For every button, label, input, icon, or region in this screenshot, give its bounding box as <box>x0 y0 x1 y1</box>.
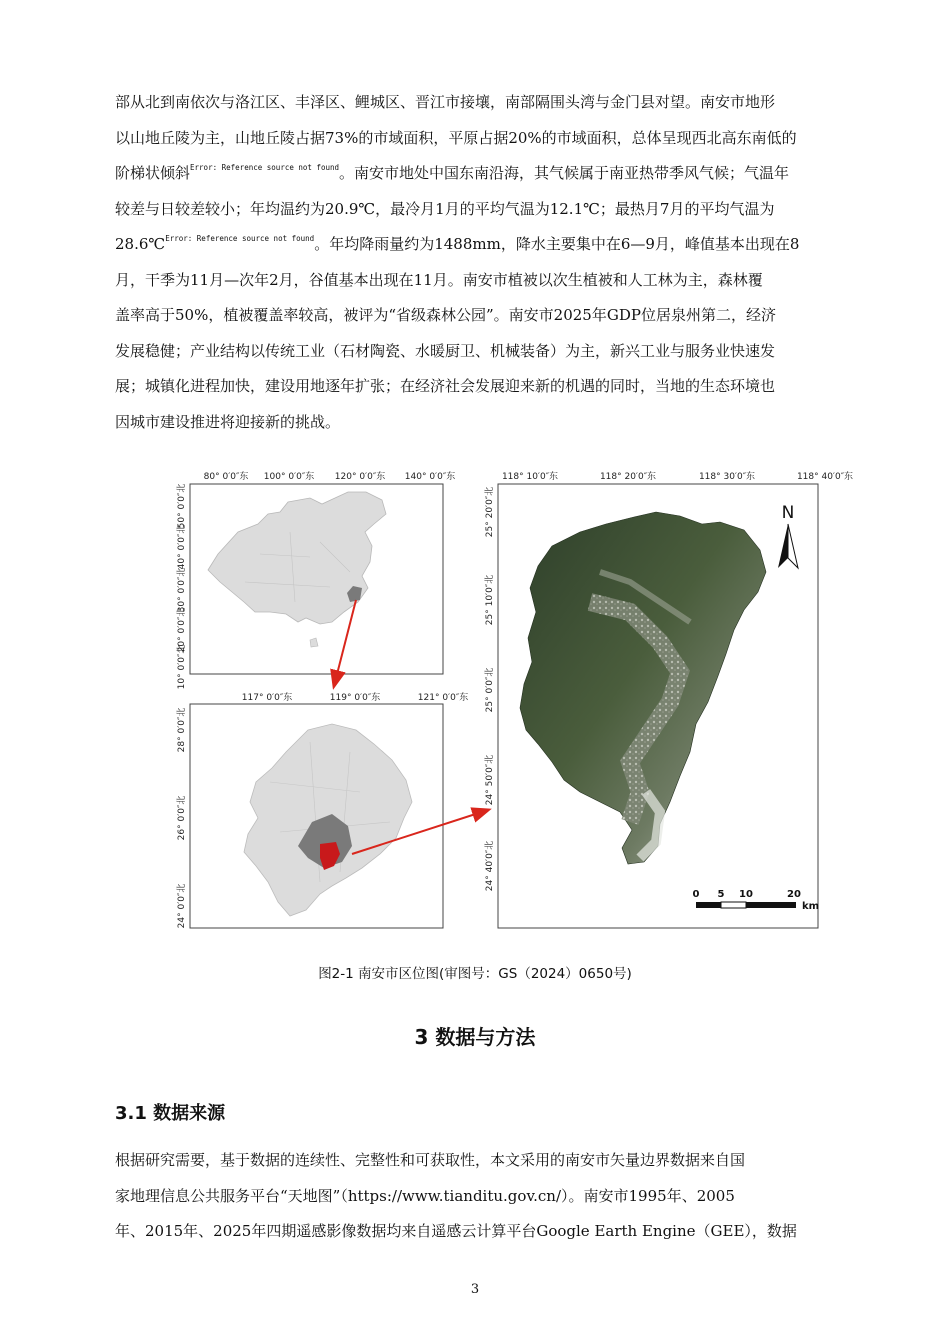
text-line: 较差与日较差较小；年均温约为20.9℃，最冷月1月的平均气温为12.1℃；最热月7月的平均气温为 <box>115 199 775 218</box>
location-map-composite <box>160 462 854 934</box>
nanan-x-ticks <box>502 470 853 482</box>
svg-text:26° 0′0″北: 26° 0′0″北 <box>177 795 187 841</box>
citation-error: Error: Reference source not found <box>165 234 315 243</box>
svg-text:140° 0′0″东: 140° 0′0″东 <box>404 472 456 482</box>
svg-text:118° 10′0″东: 118° 10′0″东 <box>501 472 559 482</box>
svg-text:40° 0′0″北: 40° 0′0″北 <box>177 524 187 570</box>
svg-text:20: 20 <box>787 889 801 900</box>
body-paragraph-2 <box>85 1143 860 1250</box>
section-heading: 3 数据与方法 <box>414 1025 536 1049</box>
text-line: 28.6℃$^{Error: Reference source not found}$。年均降雨量约为1488mm，降水主要集中在6—9月，峰值基本出现在8 <box>115 234 800 253</box>
nanan-y-ticks <box>483 487 495 891</box>
svg-text:N: N <box>781 503 795 523</box>
fujian-map-panel <box>175 691 468 928</box>
figure-caption: 图2-1 南安市区位图(审图号：GS（2024）0650号) <box>318 966 632 982</box>
svg-text:25° 0′0″北: 25° 0′0″北 <box>485 667 495 713</box>
text-line: 盖率高于50%，植被覆盖率较高，被评为“省级森林公园”。南安市2025年GDP位居泉州第二，经济 <box>115 306 776 324</box>
china-y-ticks <box>175 484 187 690</box>
svg-text:24° 0′0″北: 24° 0′0″北 <box>177 883 187 929</box>
text-line: 因城市建设推进将迎接新的挑战。 <box>115 412 341 431</box>
svg-text:118° 30′0″东: 118° 30′0″东 <box>698 472 756 482</box>
text-line: 展；城镇化进程加快，建设用地逐年扩张；在经济社会发展迎来新的机遇的同时，当地的生态环境也 <box>115 377 776 395</box>
svg-text:25° 10′0″北: 25° 10′0″北 <box>485 574 495 626</box>
svg-text:120° 0′0″东: 120° 0′0″东 <box>334 472 386 482</box>
page-number: 3 <box>470 1282 480 1297</box>
svg-text:100° 0′0″东: 100° 0′0″东 <box>263 472 315 482</box>
svg-text:119° 0′0″东: 119° 0′0″东 <box>329 693 381 703</box>
text-line: 阶梯状倾斜$^{Error: Reference source not found}$。南安市地处中国东南沿海，其气候属于南亚热带季风气候；气温年 <box>115 163 790 182</box>
location-figure <box>160 462 854 938</box>
svg-text:5: 5 <box>717 889 725 900</box>
body-paragraph-1 <box>115 85 860 440</box>
text-line: 发展稳健；产业结构以传统工业（石材陶瓷、水暖厨卫、机械装备）为主，新兴工业与服务业快速发 <box>115 341 776 360</box>
svg-text:30° 0′0″北: 30° 0′0″北 <box>177 567 187 613</box>
svg-text:20° 0′0″北: 20° 0′0″北 <box>177 607 187 653</box>
svg-text:80° 0′0″东: 80° 0′0″东 <box>203 472 249 482</box>
text-line: 年、2015年、2025年四期遥感影像数据均来自遥感云计算平台Google Earth Engine（GEE），数据 <box>115 1222 797 1240</box>
svg-text:10° 0′0″北: 10° 0′0″北 <box>177 644 187 690</box>
fujian-y-ticks <box>175 708 187 929</box>
svg-text:118° 20′0″东: 118° 20′0″东 <box>599 472 657 482</box>
text-line: 部从北到南依次与洛江区、丰泽区、鲤城区、晋江市接壤，南部隔围头湾与金门县对望。南安市地形 <box>115 93 776 111</box>
text-line: 根据研究需要，基于数据的连续性、完整性和可获取性，本文采用的南安市矢量边界数据来自国 <box>85 1151 746 1169</box>
citation-error: Error: Reference source not found <box>190 163 340 172</box>
svg-text:10: 10 <box>739 889 753 900</box>
text-line: 月，干季为11月—次年2月，谷值基本出现在11月。南安市植被以次生植被和人工林为主，森林覆 <box>115 270 763 289</box>
svg-text:0: 0 <box>692 889 700 900</box>
subsection-heading: 3.1 数据来源 <box>115 1103 226 1124</box>
china-x-ticks <box>204 470 456 482</box>
svg-text:118° 40′0″东: 118° 40′0″东 <box>796 472 854 482</box>
nanan-map-panel <box>483 470 853 928</box>
china-map-panel <box>175 470 455 689</box>
svg-text:25° 20′0″北: 25° 20′0″北 <box>485 486 495 538</box>
svg-text:50° 0′0″北: 50° 0′0″北 <box>177 483 187 529</box>
text-line: 以山地丘陵为主，山地丘陵占据73%的市域面积，平原占据20%的市域面积，总体呈现西北高东南低的 <box>115 128 797 147</box>
svg-text:24° 50′0″北: 24° 50′0″北 <box>485 754 495 806</box>
text-line: 家地理信息公共服务平台“天地图”（https://www.tianditu.gov.cn/）。南安市1995年、2005 <box>115 1186 735 1205</box>
svg-text:28° 0′0″北: 28° 0′0″北 <box>177 707 187 753</box>
svg-text:km: km <box>802 901 820 912</box>
fujian-x-ticks <box>242 691 468 703</box>
svg-text:24° 40′0″北: 24° 40′0″北 <box>485 840 495 892</box>
svg-text:121° 0′0″东: 121° 0′0″东 <box>417 693 469 703</box>
svg-text:117° 0′0″东: 117° 0′0″东 <box>241 693 293 703</box>
